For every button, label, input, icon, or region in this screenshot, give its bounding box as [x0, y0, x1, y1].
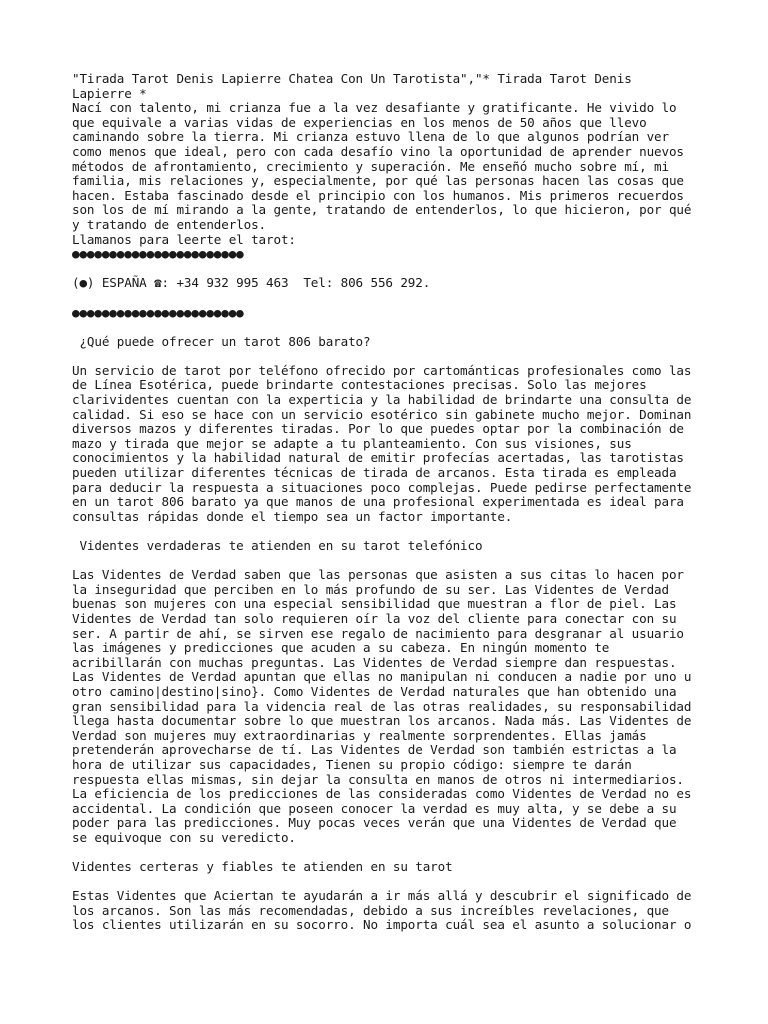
- text-line: Las Videntes de Verdad saben que las personas que asisten a sus citas lo hacen por: [72, 567, 684, 583]
- text-line: Nací con talento, mi crianza fue a la vez desafiante y gratificante. He vivido lo: [72, 100, 677, 116]
- text-line: otro camino|destino|sino}. Como Videntes de Verdad naturales que han obtenido una: [72, 683, 677, 699]
- text-line: mazo y tirada que mejor se adapte a tu planteamiento. Con sus visiones, sus: [72, 435, 632, 451]
- text-line: los arcanos. Son las más recomendadas, debido a sus increíbles revelaciones, que: [72, 902, 669, 918]
- text-line: se equivoque con su veredicto.: [72, 829, 296, 845]
- blank-line: [72, 845, 712, 860]
- blank-line: [72, 349, 712, 364]
- text-line: clarividentes cuentan con la experticia y la habilidad de brindarte una consulta de: [72, 392, 692, 408]
- text-line: Estas Videntes que Aciertan te ayudarán a ir más allá y descubrir el significado de: [72, 888, 692, 904]
- text-line: la inseguridad que perciben en lo más profundo de su ser. Las Videntes de Verdad: [72, 581, 669, 597]
- text-line: buenas son mujeres con una especial sensibilidad que muestran a flor de piel. Las: [72, 596, 677, 612]
- text-line: "Tirada Tarot Denis Lapierre Chatea Con Un Tarotista","* Tirada Tarot Denis: [72, 71, 632, 86]
- text-line: los clientes utilizarán en su socorro. No importa cuál sea el asunto a solucionar o: [72, 917, 692, 933]
- text-line: gran sensibilidad para la videncia real de las otras realidades, su responsabilidad: [72, 698, 692, 714]
- text-line: (●) ESPAÑA ☎: +34 932 995 463 Tel: 806 556 292.: [72, 275, 431, 291]
- text-line: hora de utilizar sus capacidades, Tienen su propio código: siempre te darán: [72, 756, 632, 772]
- blank-line: [72, 262, 712, 277]
- text-line: de Línea Esotérica, puede brindarte contestaciones precisas. Solo las mejores: [72, 377, 647, 393]
- text-line: ser. A partir de ahí, se sirven ese regalo de nacimiento para desgranar al usuario: [72, 625, 684, 641]
- text-line: Videntes de Verdad tan solo requieren oír la voz del cliente para conectar con su: [72, 610, 677, 626]
- text-line: La eficiencia de los predicciones de las consideradas como Videntes de Verdad no es: [72, 786, 692, 802]
- text-line: respuesta ellas mismas, sin dejar la consulta en manos de otros ni intermediarios.: [72, 771, 684, 787]
- text-line: Videntes certeras y fiables te atienden en su tarot: [72, 859, 453, 875]
- text-line: en un tarot 806 barato ya que manos de una profesional experimentada es ideal para: [72, 494, 684, 510]
- blank-line: [72, 875, 712, 890]
- text-line: ¿Qué puede ofrecer un tarot 806 barato?: [72, 333, 371, 349]
- text-line: pueden utilizar diferentes técnicas de tirada de arcanos. Esta tirada es empleada: [72, 465, 677, 481]
- text-line: Llamanos para leerte el tarot:: [72, 231, 296, 247]
- text-line: las imágenes y predicciones que acuden a su cabeza. En ningún momento te: [72, 640, 610, 656]
- text-line: acribillarán con muchas preguntas. Las Videntes de Verdad siempre dan respuestas.: [72, 654, 677, 670]
- text-line: métodos de afrontamiento, crecimiento y superación. Me enseñó mucho sobre mí, mi: [72, 158, 669, 174]
- text-line: son los de mí mirando a la gente, tratando de entenderlos, lo que hicieron, por qué: [72, 202, 692, 218]
- blank-line: [72, 554, 712, 569]
- text-line: Videntes verdaderas te atienden en su tarot telefónico: [72, 538, 483, 553]
- text-line: que equivale a varias vidas de experiencias en los menos de 50 años que llevo: [72, 114, 647, 130]
- text-line: calidad. Si eso se hace con un servicio esotérico sin gabinete mucho mejor. Dominan: [72, 406, 692, 422]
- blank-line: [72, 524, 712, 539]
- text-line: familia, mis relaciones y, especialmente, por qué las personas hacen las cosas que: [72, 173, 684, 189]
- text-line: conocimientos y la habilidad natural de emitir profecías acertadas, las tarotistas: [72, 450, 684, 466]
- text-line: accidental. La condición que poseen conocer la verdad es muy alta, y se debe a su: [72, 800, 677, 816]
- document-text: [72, 72, 712, 933]
- text-line: Verdad son mujeres muy extraordinarias y realmente sorprendentes. Ellas jamás: [72, 727, 647, 743]
- text-line: para deducir la respuesta a situaciones poco complejas. Puede pedirse perfectamente: [72, 479, 692, 495]
- text-line: diversos mazos y diferentes tiradas. Por lo que puedes optar por la combinación de: [72, 421, 684, 437]
- text-line: Un servicio de tarot por teléfono ofrecido por cartománticas profesionales como las: [72, 362, 692, 378]
- text-line: ●●●●●●●●●●●●●●●●●●●●●●●: [72, 246, 244, 262]
- text-line: y tratando de entenderlos.: [72, 216, 267, 232]
- blank-line: [72, 291, 712, 306]
- text-line: caminando sobre la tierra. Mi crianza estuvo llena de lo que algunos podrían ver: [72, 129, 669, 145]
- text-line: pretenderán aprovecharse de tí. Las Videntes de Verdad son también estrictas a la: [72, 742, 677, 758]
- text-line: como menos que ideal, pero con cada desafío vino la oportunidad de aprender nuevos: [72, 143, 684, 159]
- text-line: ●●●●●●●●●●●●●●●●●●●●●●●: [72, 304, 244, 320]
- text-line: Lapierre *: [72, 85, 147, 101]
- blank-line: [72, 320, 712, 335]
- text-line: hacen. Estaba fascinado desde el principio con los humanos. Mis primeros recuerdos: [72, 187, 684, 203]
- text-line: poder para las predicciones. Muy pocas veces verán que una Videntes de Verdad que: [72, 815, 677, 831]
- text-line: consultas rápidas donde el tiempo sea un factor importante.: [72, 508, 513, 524]
- text-line: Las Videntes de Verdad apuntan que ellas no manipulan ni conducen a nadie por uno u: [72, 669, 692, 685]
- text-line: llega hasta documentar sobre lo que muestran los arcanos. Nada más. Las Videntes de: [72, 713, 692, 729]
